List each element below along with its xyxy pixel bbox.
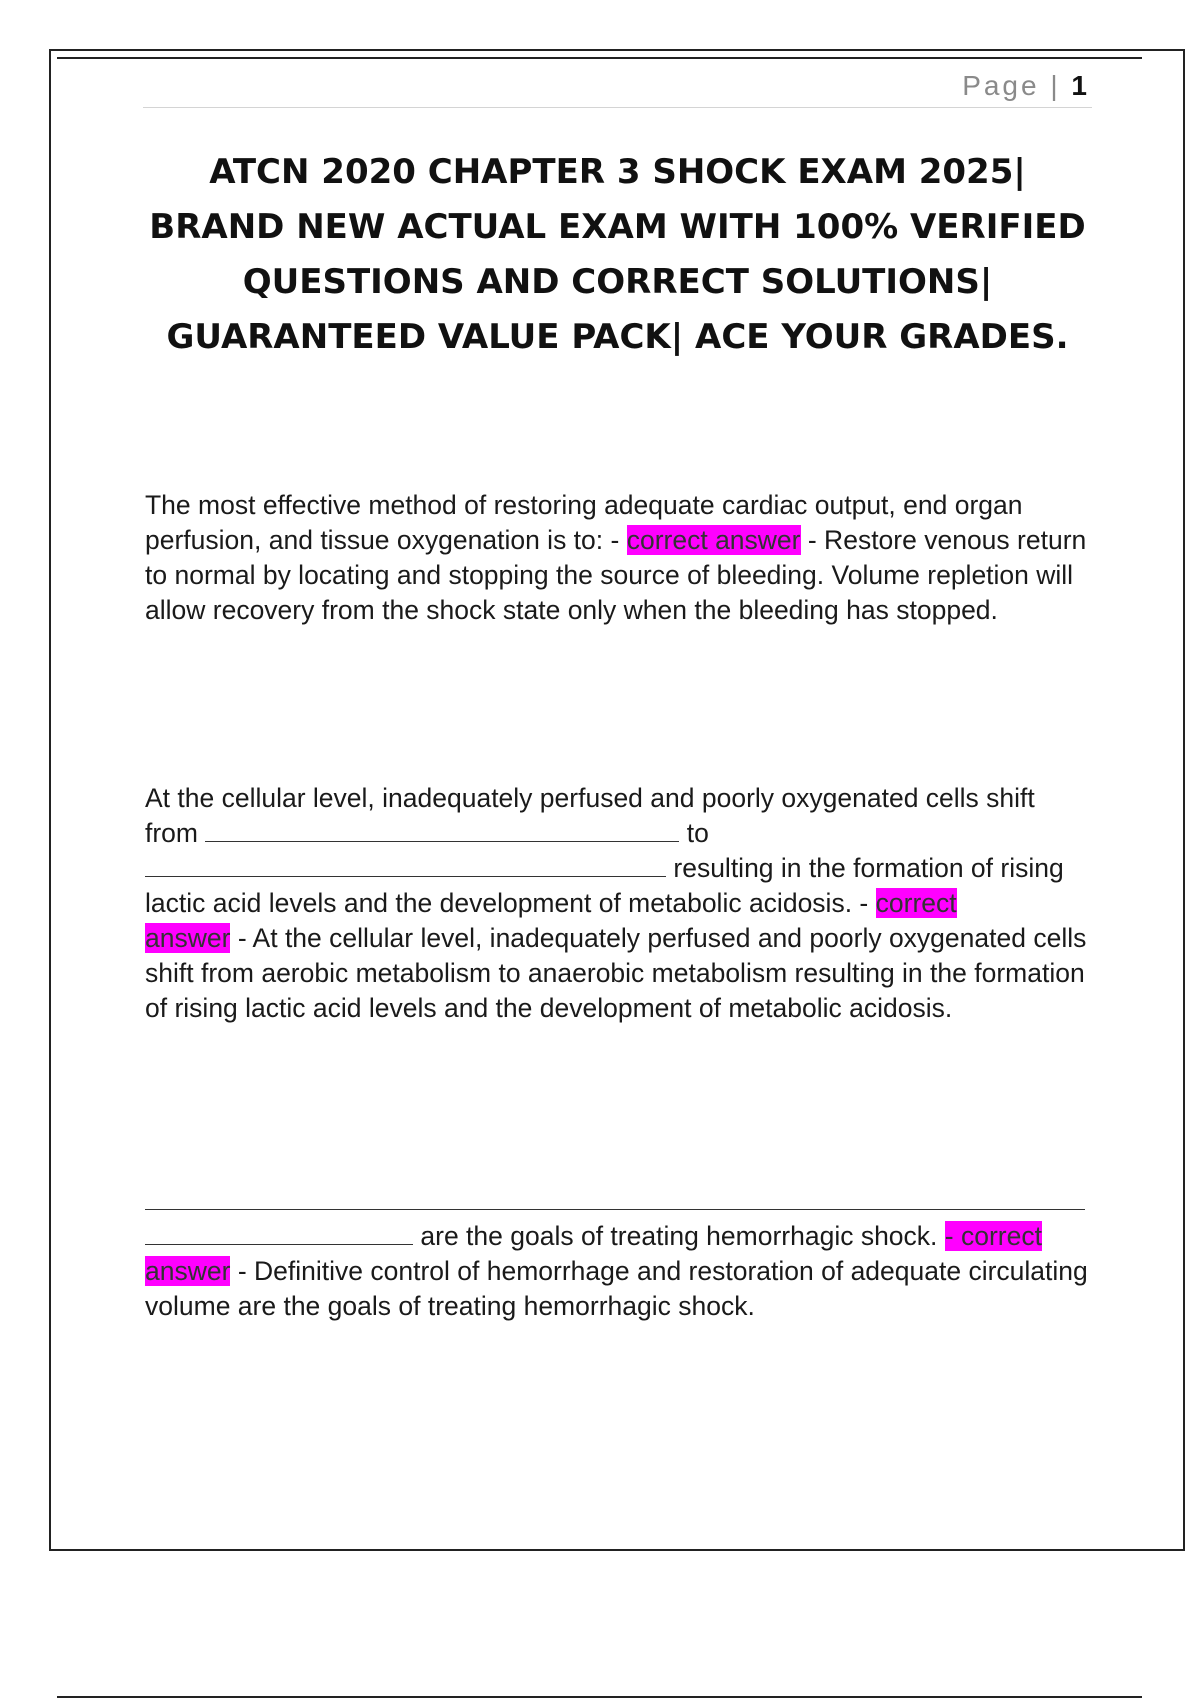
question-text: At the cellular level, inadequately perfused and poorly oxygenated cells shift from <box>145 783 1035 848</box>
correct-answer-marker: - correct <box>944 1221 1042 1251</box>
answer-text: - Restore venous return to normal by locating and stopping the source of bleeding. Volume repletion will allow recovery from the shock state only when the bleeding has stopped. <box>145 525 1087 625</box>
question-text: The most effective method of restoring adequate cardiac output, end organ perfusion, and tissue oxygenation is to: - <box>145 490 1023 555</box>
answer-text: - At the cellular level, inadequately perfused and poorly oxygenated cells shift from aerobic metabolism to anaerobic metabolism resulting in the formation of rising lactic acid levels and the development of metabolic acidosis. <box>145 923 1087 1023</box>
question-text: are the goals of treating hemorrhagic shock. <box>420 1221 938 1251</box>
page-number-header <box>962 70 1087 102</box>
question-answer-1 <box>145 488 1090 628</box>
correct-answer-marker: answer <box>145 1256 231 1286</box>
correct-answer-marker: correct <box>875 888 957 918</box>
next-page-top-rule <box>57 1696 1142 1698</box>
fill-in-blank <box>145 1187 1085 1210</box>
correct-answer-marker: correct answer <box>626 525 801 555</box>
question-answer-2 <box>145 781 1090 1026</box>
correct-answer-marker: answer <box>145 923 231 953</box>
fill-in-blank <box>145 854 666 877</box>
page-number: 1 <box>1071 70 1087 101</box>
document-title: ATCN 2020 CHAPTER 3 SHOCK EXAM 2025| BRAND NEW ACTUAL EXAM WITH 100% VERIFIED QUESTIONS AND CORRECT SOLUTIONS| GUARANTEED VALUE PACK| ACE YOUR GRADES. <box>149 152 1086 357</box>
fill-in-blank <box>205 819 679 842</box>
question-text: resulting in the formation of rising lactic acid levels and the development of metabolic acidosis. - <box>145 853 1064 918</box>
answer-text: - Definitive control of hemorrhage and restoration of adequate circulating volume are the goals of treating hemorrhagic shock. <box>145 1256 1088 1321</box>
fill-in-blank <box>145 1222 413 1245</box>
page-label: Page | <box>962 70 1061 101</box>
top-rule <box>57 57 1142 59</box>
question-answer-3 <box>145 1184 1090 1324</box>
header-rule <box>143 107 1092 108</box>
question-text: to <box>686 818 709 848</box>
